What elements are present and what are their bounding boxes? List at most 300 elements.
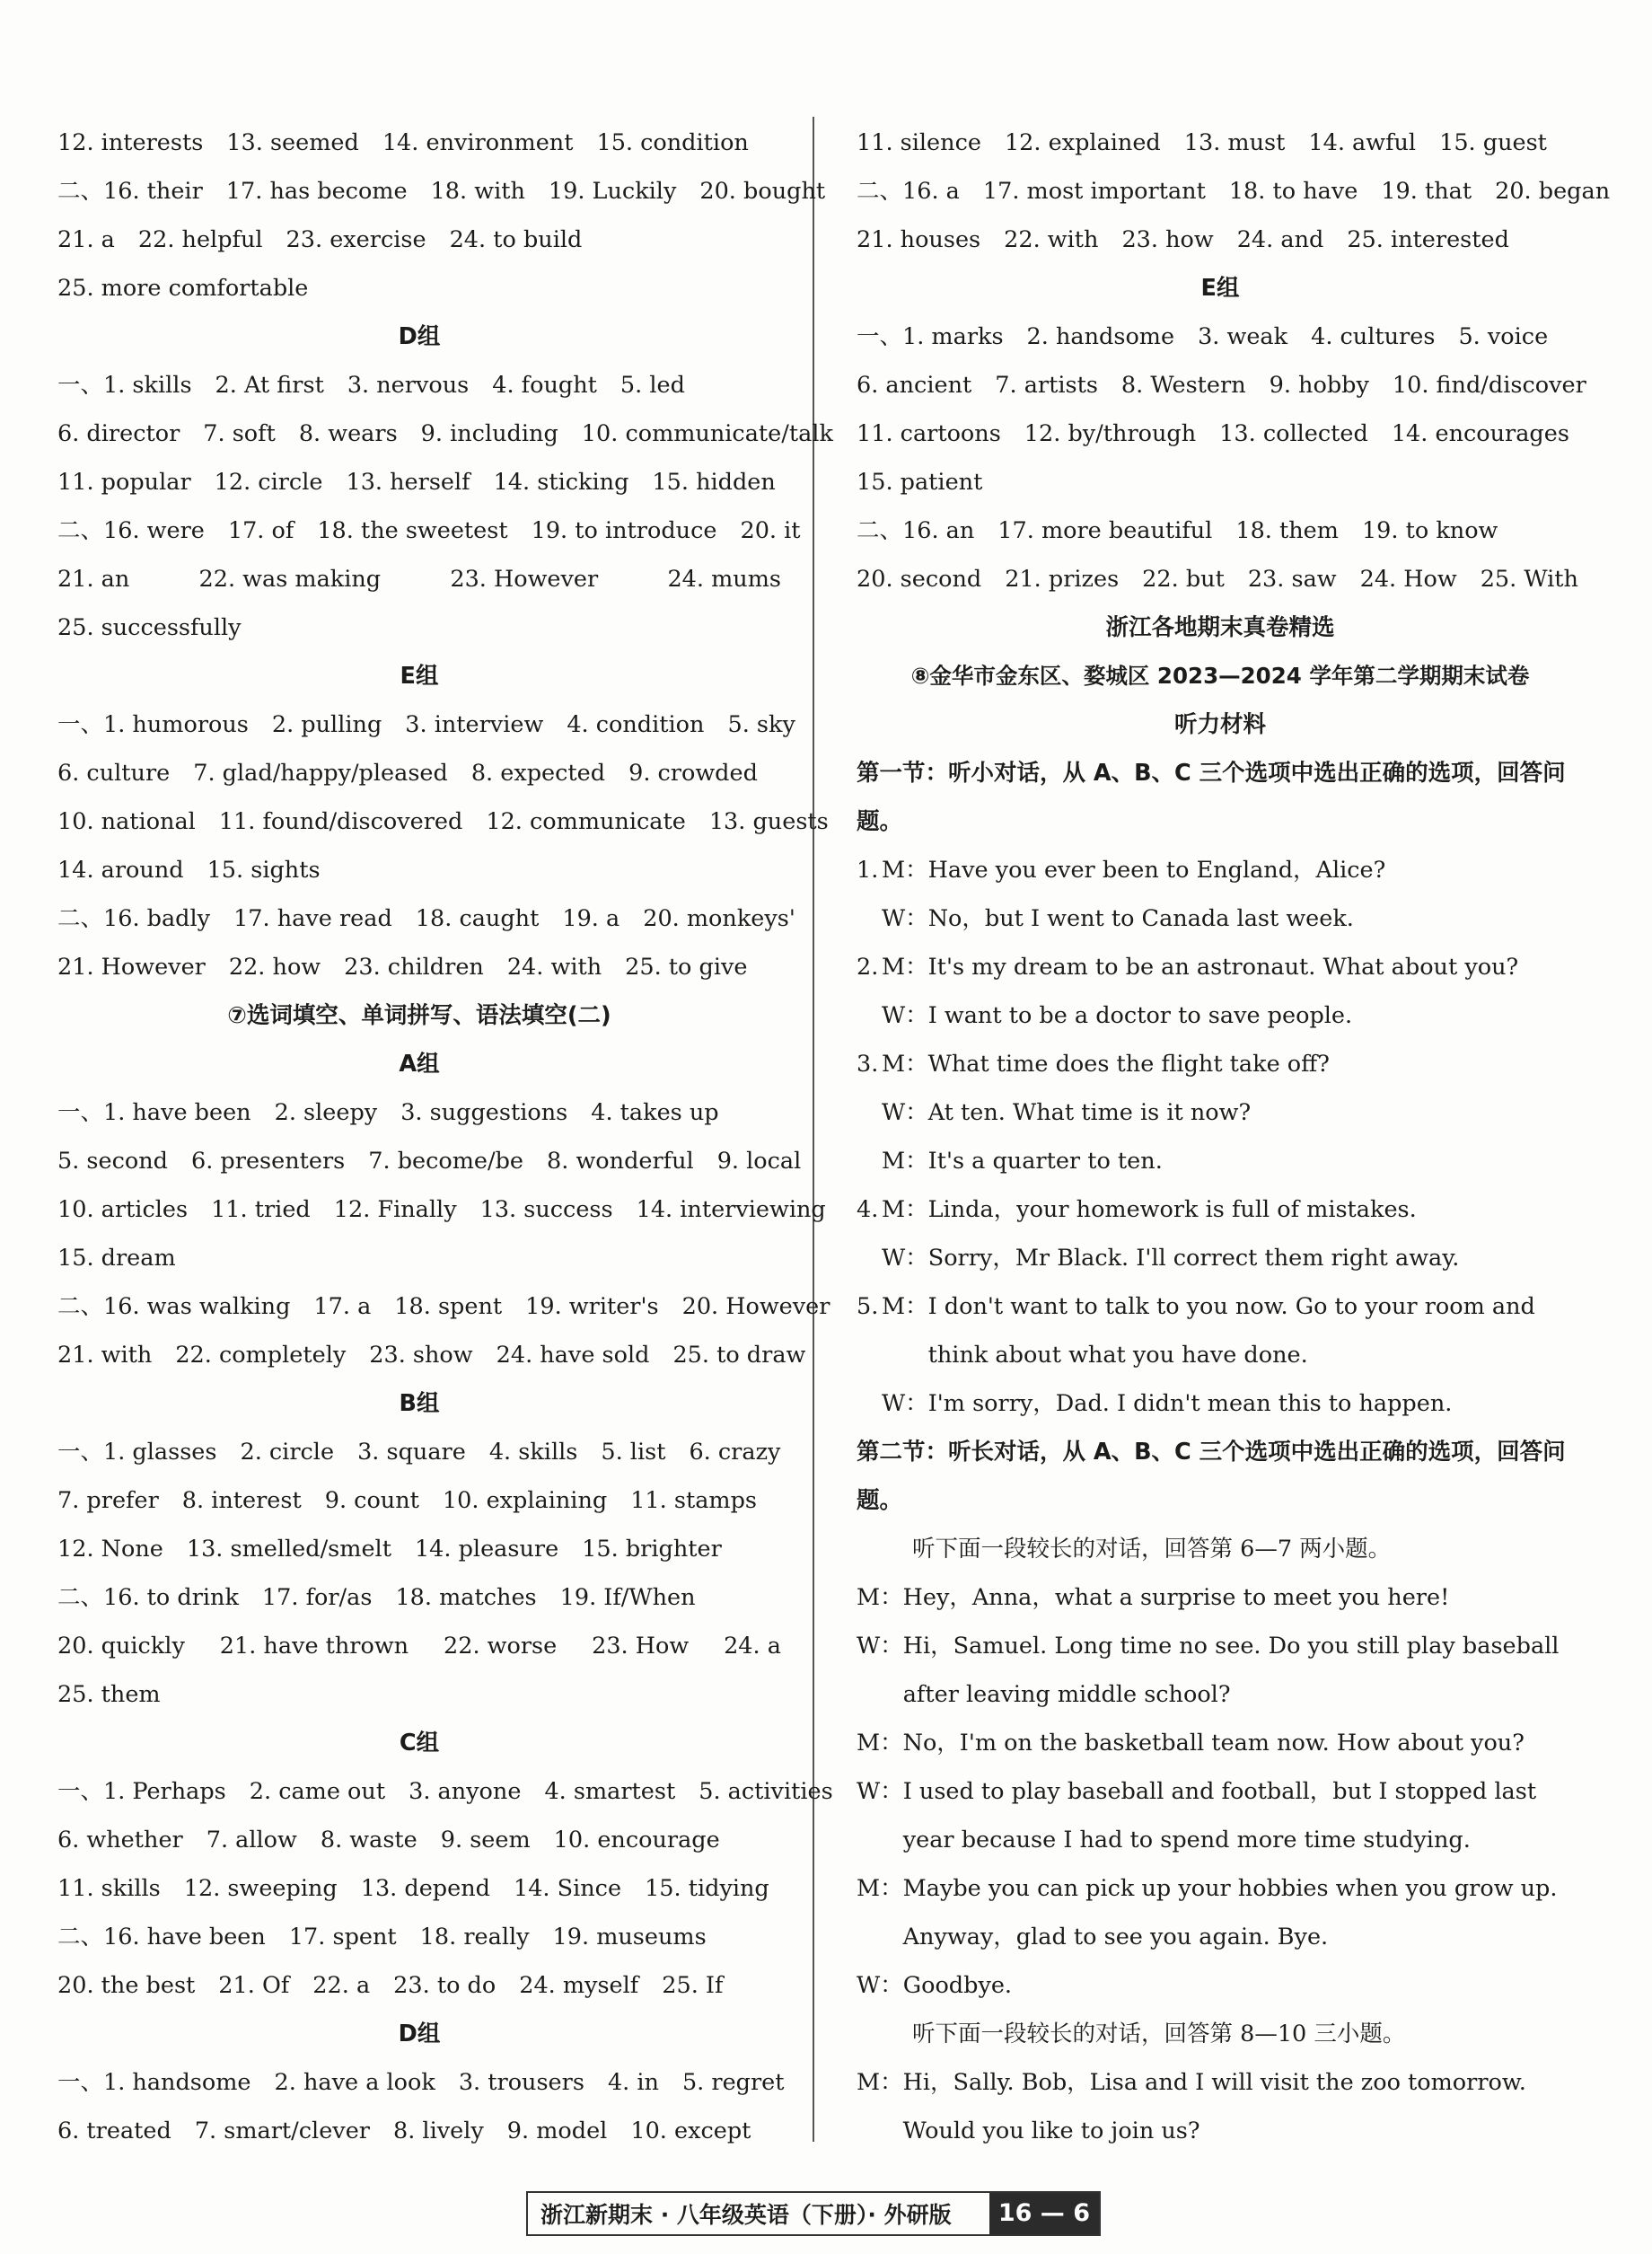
answer-item: 23. However — [450, 566, 599, 593]
dialog-line — [857, 1379, 1584, 1428]
answer-item: 12. interests — [57, 129, 204, 156]
dialog-line — [857, 2058, 1584, 2155]
answer-line — [57, 1913, 781, 1961]
answer-item: 25. With — [1480, 566, 1578, 593]
answer-item: 18. the sweetest — [317, 517, 508, 544]
answer-item: 8. wears — [298, 420, 398, 447]
answer-line — [57, 1476, 781, 1525]
answer-line — [57, 2058, 785, 2107]
answer-item: 6. culture — [57, 760, 171, 787]
utterance: Have you ever been to England，Alice? — [927, 857, 1386, 884]
answer-item: 17. more beautiful — [997, 517, 1213, 544]
answer-item: 13. collected — [1219, 420, 1368, 447]
answer-item: 7. allow — [206, 1827, 297, 1853]
answer-item: 一、1. humorous — [57, 711, 249, 738]
exam-title: ⑧金华市金东区、婺城区 2023—2024 学年第二学期期末试卷 — [910, 663, 1530, 689]
utterance: I'm sorry，Dad. I didn't mean this to happen. — [927, 1390, 1453, 1417]
answer-item: 15. brighter — [582, 1536, 722, 1563]
speaker: W： — [882, 1002, 928, 1029]
book-title: 浙江新期末 · 八年级英语（下册）· 外研版 — [540, 2202, 952, 2228]
group-heading: A组 — [399, 1051, 440, 1078]
speaker: W： — [882, 905, 928, 932]
answer-item: 12. by/through — [1024, 420, 1197, 447]
answer-item: 18. with — [430, 178, 525, 205]
answer-item: 4. skills — [488, 1439, 578, 1466]
utterance: What time does the flight take off? — [927, 1051, 1330, 1078]
answer-item: 18. really — [419, 1924, 530, 1950]
answer-item: 17. spent — [288, 1924, 397, 1950]
answer-item: 2. At first — [215, 372, 324, 399]
answer-item: 21. with — [57, 1342, 153, 1369]
speaker: M： — [882, 1148, 928, 1175]
answer-item: 4. condition — [567, 711, 705, 738]
answer-item: 19. If/When — [559, 1584, 696, 1611]
answer-line — [857, 409, 1584, 458]
answer-item: 11. stamps — [630, 1487, 757, 1514]
answer-line — [57, 603, 781, 652]
speaker: M： — [882, 1196, 928, 1223]
answer-item: 10. articles — [57, 1196, 189, 1223]
answer-line — [57, 1428, 781, 1476]
answer-item: 一、1. handsome — [57, 2069, 251, 2096]
answer-item: 4. fought — [492, 372, 597, 399]
answer-item: 22. how — [228, 954, 321, 981]
answer-line — [57, 167, 826, 216]
answer-item: 3. interview — [405, 711, 544, 738]
speaker: W： — [857, 1778, 903, 1805]
answer-item: 12. circle — [214, 469, 323, 496]
dialog-line — [857, 1282, 1584, 1379]
answer-item: 15. condition — [596, 129, 749, 156]
speaker: M： — [882, 857, 928, 884]
answer-item: 14. pleasure — [414, 1536, 559, 1563]
answer-item: 20. it — [740, 517, 801, 544]
answer-item: 2. handsome — [1026, 323, 1175, 350]
answer-item: 14. environment — [382, 129, 574, 156]
answer-item: 5. voice — [1458, 323, 1549, 350]
answer-item: 19. a — [562, 905, 620, 932]
dialog-line — [857, 943, 1584, 991]
answer-item: 21. prizes — [1005, 566, 1120, 593]
answer-item: 5. led — [620, 372, 685, 399]
answer-item: 一、1. skills — [57, 372, 192, 399]
answer-item: 8. lively — [392, 2118, 484, 2144]
answer-item: 20. monkeys' — [643, 905, 795, 932]
answer-item: 5. second — [57, 1148, 168, 1175]
answer-item: 25. successfully — [57, 614, 242, 641]
speaker: M： — [857, 1730, 903, 1757]
answer-item: 15. dream — [57, 1245, 176, 1272]
answer-item: 22. completely — [175, 1342, 347, 1369]
answer-item: 一、1. marks — [857, 323, 1004, 350]
group-heading: D组 — [398, 323, 441, 350]
answer-item: 25. to give — [625, 954, 748, 981]
answer-line — [57, 943, 781, 991]
question-number — [857, 991, 882, 1040]
answer-item: 17. of — [227, 517, 294, 544]
answer-item: 7. glad/happy/pleased — [193, 760, 448, 787]
utterance: I don't want to talk to you now. Go to your room and think about what you have done. — [927, 1293, 1535, 1369]
part1-instruction: 第一节：听小对话，从 A、B、C 三个选项中选出正确的选项，回答问题。 — [857, 760, 1566, 835]
answer-line — [857, 167, 1611, 216]
answer-item: 13. must — [1183, 129, 1286, 156]
utterance: It's my dream to be an astronaut. What about you? — [927, 954, 1519, 981]
answer-line — [857, 555, 1584, 603]
utterance: Hi，Sally. Bob，Lisa and I will visit the zoo tomorrow. Would you like to join us? — [902, 2069, 1526, 2144]
page-footer — [526, 2191, 1101, 2236]
answer-item: 3. nervous — [347, 372, 470, 399]
answer-item: 4. takes up — [591, 1099, 719, 1126]
utterance: Hey，Anna，what a surprise to meet you here! — [902, 1584, 1450, 1611]
answer-item: 13. smelled/smelt — [186, 1536, 391, 1563]
answer-item: 6. director — [57, 420, 180, 447]
group-heading: D组 — [398, 2021, 441, 2047]
answer-item: 3. weak — [1198, 323, 1288, 350]
answer-item: 24. to build — [449, 226, 583, 253]
speaker: W： — [882, 1390, 928, 1417]
answer-item: 22. a — [312, 1972, 371, 1999]
answer-item: 二、16. an — [857, 517, 975, 544]
utterance: Sorry，Mr Black. I'll correct them right away. — [927, 1245, 1460, 1272]
answer-item: 21. Of — [218, 1972, 290, 1999]
dialog-line — [857, 1864, 1584, 1961]
answer-item: 7. soft — [203, 420, 276, 447]
answer-item: 5. regret — [681, 2069, 785, 2096]
dialog-line — [857, 1767, 1584, 1864]
answer-line — [857, 458, 1584, 506]
answer-item: 9. model — [506, 2118, 608, 2144]
answer-line — [57, 797, 829, 846]
answer-item: 12. communicate — [486, 808, 686, 835]
answer-item: 二、16. have been — [57, 1924, 266, 1950]
answer-line — [57, 894, 795, 943]
answer-line — [57, 1816, 781, 1864]
answer-item: 二、16. to drink — [57, 1584, 239, 1611]
answer-item: 9. seem — [440, 1827, 531, 1853]
answer-item: 3. square — [357, 1439, 466, 1466]
answer-item: 8. interest — [181, 1487, 302, 1514]
answer-item: 9. local — [716, 1148, 802, 1175]
answer-item: 11. popular — [57, 469, 191, 496]
answer-item: 21. However — [57, 954, 206, 981]
answer-item: 24. How — [1359, 566, 1457, 593]
answer-line — [57, 1331, 806, 1379]
answer-line — [57, 1185, 826, 1234]
answer-line — [857, 361, 1584, 409]
answer-item: 11. skills — [57, 1875, 161, 1902]
answer-item: 23. how — [1121, 226, 1214, 253]
answer-item: 21. an — [57, 566, 130, 593]
answer-item: 21. have thrown — [219, 1633, 409, 1660]
utterance: It's a quarter to ten. — [927, 1148, 1163, 1175]
answer-line — [57, 749, 781, 797]
speaker: M： — [882, 1051, 928, 1078]
answer-line — [57, 361, 781, 409]
answer-line — [57, 1670, 781, 1719]
answer-item: 20. began — [1495, 178, 1611, 205]
answer-item: 25. interested — [1347, 226, 1509, 253]
answer-line — [57, 1767, 833, 1816]
answer-item: 10. except — [630, 2118, 751, 2144]
answer-item: 19. writer's — [525, 1293, 659, 1320]
speaker: M： — [857, 1875, 903, 1902]
question-number — [857, 894, 882, 943]
answer-item: 8. wonderful — [547, 1148, 694, 1175]
page-number: 16 — 6 — [989, 2193, 1099, 2234]
answer-item: 20. the best — [57, 1972, 196, 1999]
answer-item: 3. suggestions — [400, 1099, 568, 1126]
answer-line — [57, 555, 781, 603]
answer-item: 13. depend — [360, 1875, 490, 1902]
answer-item: 15. patient — [857, 469, 983, 496]
answer-item: 二、16. their — [57, 178, 203, 205]
answer-item: 23. to do — [393, 1972, 496, 1999]
answer-item: 23. How — [592, 1633, 690, 1660]
answer-item: 22. was making — [198, 566, 382, 593]
answer-line — [57, 846, 781, 894]
answer-line — [857, 119, 1584, 167]
listening-heading: 听力材料 — [1173, 711, 1266, 738]
answer-item: 二、16. a — [857, 178, 960, 205]
answer-item: 4. cultures — [1311, 323, 1436, 350]
answer-line — [857, 313, 1584, 361]
answer-item: 19. museums — [552, 1924, 707, 1950]
answer-item: 18. matches — [395, 1584, 537, 1611]
answer-item: 4. smartest — [544, 1778, 676, 1805]
part2-intro: 听下面一段较长的对话，回答第 6—7 两小题。 — [912, 1536, 1392, 1563]
answer-item: 23. exercise — [286, 226, 426, 253]
answer-item: 一、1. glasses — [57, 1439, 217, 1466]
answer-item: 6. presenters — [191, 1148, 346, 1175]
speaker: M： — [857, 2069, 903, 2096]
question-number — [857, 1379, 882, 1428]
part2-dialog-2 — [857, 2058, 1584, 2155]
dialog-line — [857, 1040, 1584, 1088]
dialog-line — [857, 894, 1584, 943]
answer-item: 3. trousers — [458, 2069, 584, 2096]
answer-item: 7. smart/clever — [194, 2118, 370, 2144]
answer-item: 二、16. was walking — [57, 1293, 291, 1320]
utterance: I used to play baseball and football，but I stopped last year because I had to spend more time studying. — [902, 1778, 1537, 1853]
answer-item: 11. silence — [857, 129, 981, 156]
answer-item: 10. national — [57, 808, 196, 835]
utterance: Linda，your homework is full of mistakes. — [927, 1196, 1417, 1223]
section-heading: ⑦选词填空、单词拼写、语法填空(二) — [227, 1002, 611, 1029]
answer-item: 二、16. were — [57, 517, 205, 544]
answer-item: 8. expected — [470, 760, 606, 787]
utterance: I want to be a doctor to save people. — [927, 1002, 1353, 1029]
dialog-line — [857, 1185, 1584, 1234]
answer-item: 24. have sold — [496, 1342, 650, 1369]
answer-item: 24. with — [506, 954, 602, 981]
answer-item: 18. them — [1235, 517, 1339, 544]
answer-item: 二、16. badly — [57, 905, 211, 932]
answer-item: 15. tidying — [645, 1875, 769, 1902]
answer-item: 24. a — [724, 1633, 781, 1660]
answer-item: 23. show — [369, 1342, 473, 1369]
utterance: At ten. What time is it now? — [927, 1099, 1252, 1126]
answer-line — [57, 1137, 802, 1185]
answer-item: 7. become/be — [368, 1148, 524, 1175]
dialog-line — [857, 1088, 1584, 1137]
question-number — [857, 1137, 882, 1185]
answer-line — [857, 506, 1584, 555]
dialog-line — [857, 1622, 1584, 1719]
answer-item: 20. quickly — [57, 1633, 185, 1660]
answer-item: 23. children — [344, 954, 484, 981]
answer-item: 22. worse — [444, 1633, 558, 1660]
answer-item: 7. artists — [995, 372, 1098, 399]
answer-item: 10. find/discover — [1392, 372, 1586, 399]
answer-item: 2. pulling — [271, 711, 382, 738]
answer-line — [857, 216, 1584, 264]
answer-item: 24. myself — [519, 1972, 639, 1999]
answer-line — [57, 1525, 781, 1573]
answer-item: 24. mums — [667, 566, 781, 593]
answer-item: 15. hidden — [652, 469, 776, 496]
answer-item: 8. Western — [1120, 372, 1246, 399]
answer-item: 12. Finally — [333, 1196, 457, 1223]
part2-instruction: 第二节：听长对话，从 A、B、C 三个选项中选出正确的选项，回答问题。 — [857, 1439, 1566, 1514]
answer-item: 24. and — [1236, 226, 1324, 253]
answer-item: 10. explaining — [442, 1487, 608, 1514]
answer-line — [57, 1573, 781, 1622]
answer-item: 25. more comfortable — [57, 275, 309, 302]
answer-item: 17. for/as — [261, 1584, 373, 1611]
answer-item: 9. count — [324, 1487, 419, 1514]
answer-item: 21. a — [57, 226, 115, 253]
question-number: 4. — [857, 1196, 879, 1223]
answer-item: 18. caught — [415, 905, 540, 932]
utterance: Maybe you can pick up your hobbies when you grow up. Anyway，glad to see you again. Bye. — [902, 1875, 1558, 1950]
answer-item: 2. came out — [249, 1778, 386, 1805]
answer-item: 14. Since — [513, 1875, 622, 1902]
answer-item: 12. None — [57, 1536, 163, 1563]
answer-item: 13. success — [479, 1196, 613, 1223]
answer-item: 22. with — [1004, 226, 1099, 253]
answer-item: 8. waste — [320, 1827, 417, 1853]
answer-item: 25. to draw — [672, 1342, 806, 1369]
answer-item: 6. crazy — [689, 1439, 781, 1466]
answer-item: 10. encourage — [553, 1827, 720, 1853]
answer-line — [57, 119, 781, 167]
answer-item: 9. crowded — [628, 760, 758, 787]
answer-item: 2. sleepy — [274, 1099, 378, 1126]
answer-item: 2. have a look — [274, 2069, 435, 2096]
group-heading: B组 — [399, 1390, 440, 1417]
answer-item: 22. but — [1142, 566, 1225, 593]
speaker: W： — [882, 1099, 928, 1126]
answer-line — [57, 458, 781, 506]
answer-item: 2. circle — [240, 1439, 335, 1466]
answer-item: 11. tried — [211, 1196, 311, 1223]
answer-item: 一、1. Perhaps — [57, 1778, 226, 1805]
answer-item: 15. guest — [1439, 129, 1547, 156]
answer-item: 一、1. have been — [57, 1099, 251, 1126]
answer-item: 20. bought — [699, 178, 826, 205]
answer-item: 7. prefer — [57, 1487, 159, 1514]
answer-item: 14. interviewing — [636, 1196, 826, 1223]
answer-item: 4. in — [607, 2069, 659, 2096]
answer-item: 17. has become — [225, 178, 408, 205]
group-heading: E组 — [1200, 275, 1240, 302]
answer-line — [57, 1961, 781, 2010]
answer-item: 23. saw — [1247, 566, 1337, 593]
answer-item: 6. whether — [57, 1827, 183, 1853]
answer-item: 17. have read — [233, 905, 392, 932]
dialog-line — [857, 1137, 1584, 1185]
dialog-line — [857, 1719, 1584, 1767]
answer-item: 14. around — [57, 857, 184, 884]
speaker: W： — [857, 1972, 903, 1999]
answer-item: 22. helpful — [137, 226, 263, 253]
answer-item: 12. sweeping — [183, 1875, 338, 1902]
answer-line — [57, 1282, 830, 1331]
utterance: No，but I went to Canada last week. — [927, 905, 1354, 932]
speaker: M： — [882, 1293, 928, 1320]
group-heading: E组 — [400, 663, 439, 690]
dialog-line — [857, 991, 1584, 1040]
dialog-line — [857, 1961, 1584, 2010]
answer-line — [57, 409, 833, 458]
part2-dialog-1 — [857, 1573, 1584, 2010]
dialog-line — [857, 1573, 1584, 1622]
question-number — [857, 1234, 882, 1282]
answer-item: 20. second — [857, 566, 982, 593]
utterance: Goodbye. — [902, 1972, 1013, 1999]
answer-item: 14. awful — [1308, 129, 1417, 156]
question-number: 5. — [857, 1293, 879, 1320]
answer-item: 17. a — [313, 1293, 372, 1320]
speaker: M： — [857, 1584, 903, 1611]
speaker: W： — [882, 1245, 928, 1272]
answer-item: 25. them — [57, 1681, 161, 1708]
answer-item: 18. spent — [394, 1293, 503, 1320]
answer-line — [57, 1864, 781, 1913]
speaker: W： — [857, 1633, 903, 1660]
question-number: 2. — [857, 954, 879, 981]
part1-dialogs — [857, 846, 1584, 1428]
dialog-line — [857, 846, 1584, 894]
answer-item: 17. most important — [982, 178, 1206, 205]
answer-item: 19. to introduce — [531, 517, 717, 544]
answer-item: 19. that — [1381, 178, 1472, 205]
utterance: Hi，Samuel. Long time no see. Do you still play baseball after leaving middle school? — [902, 1633, 1560, 1708]
answer-item: 14. encourages — [1391, 420, 1569, 447]
answer-line — [57, 216, 781, 264]
question-number — [857, 1088, 882, 1137]
answer-item: 13. seemed — [226, 129, 359, 156]
answer-line — [57, 1234, 781, 1282]
answer-item: 11. found/discovered — [218, 808, 463, 835]
answer-item: 18. to have — [1228, 178, 1358, 205]
answer-item: 15. sights — [206, 857, 321, 884]
right-column — [857, 119, 1611, 2155]
answer-line — [57, 2107, 781, 2155]
answer-item: 5. list — [601, 1439, 666, 1466]
question-number: 1. — [857, 857, 879, 884]
dialog-line — [857, 1234, 1584, 1282]
answer-item: 5. activities — [699, 1778, 833, 1805]
answer-item: 11. cartoons — [857, 420, 1001, 447]
answer-item: 25. If — [662, 1972, 724, 1999]
answer-item: 12. explained — [1004, 129, 1161, 156]
answer-item: 13. herself — [346, 469, 470, 496]
answer-item: 20. However — [681, 1293, 830, 1320]
answer-item: 9. including — [420, 420, 558, 447]
answer-item: 19. Luckily — [548, 178, 677, 205]
answer-item: 14. sticking — [493, 469, 629, 496]
